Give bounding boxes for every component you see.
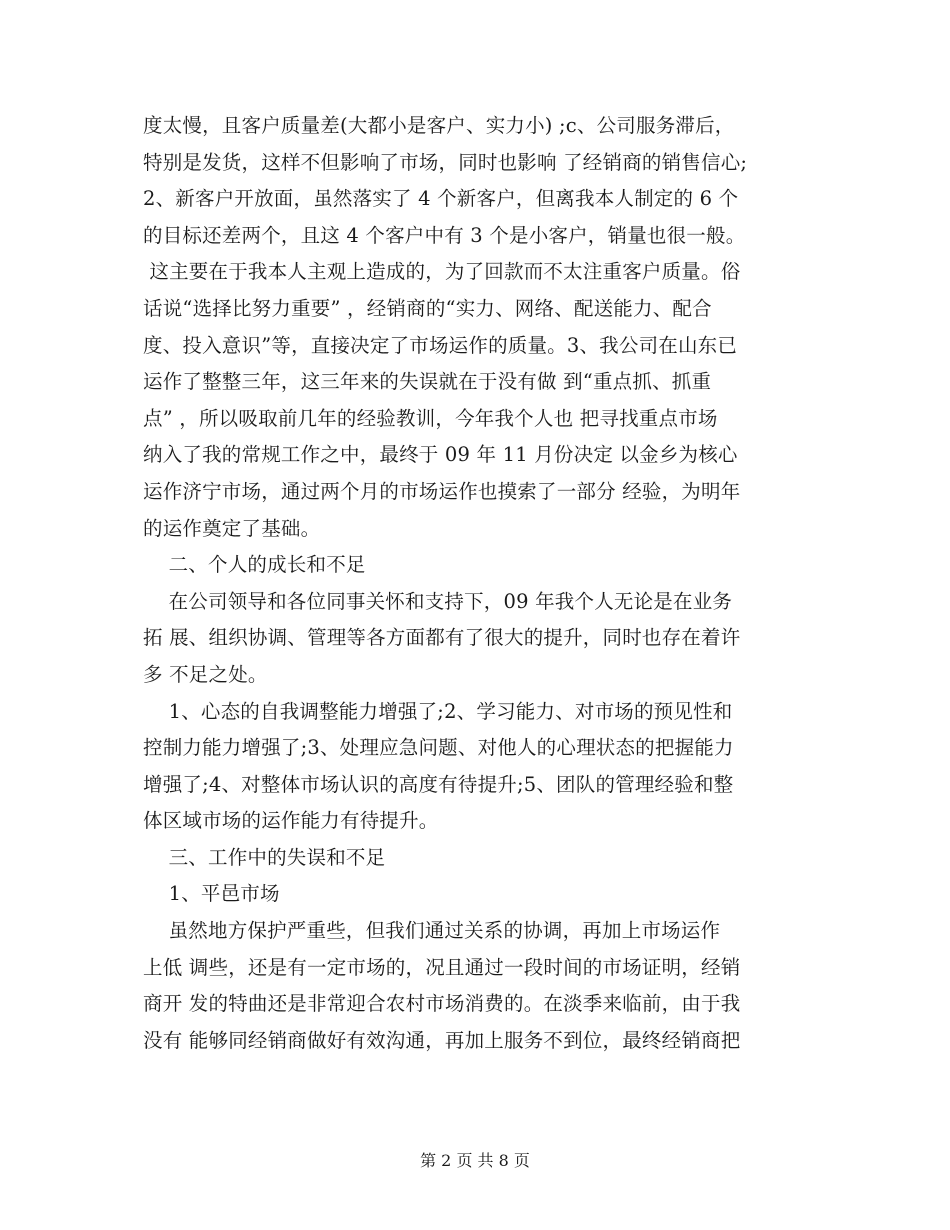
text-line: 运作了整整三年，这三年来的失误就在于没有做 到“重点抓、抓重 — [143, 370, 712, 394]
text-line: 的目标还差两个，且这 4 个客户中有 3 个是小客户，销量也很一般。 — [143, 223, 746, 247]
text-line: 的运作奠定了基础。 — [143, 516, 321, 540]
section-heading: 三、工作中的失误和不足 — [143, 845, 386, 869]
section-heading: 二、个人的成长和不足 — [143, 553, 366, 577]
text-line: 上低 调些，还是有一定市场的，况且通过一段时间的市场证明，经销 — [143, 955, 741, 979]
subsection-heading: 1、平邑市场 — [143, 882, 280, 906]
text-line: 话说“选择比努力重要” ，经销商的“实力、网络、配送能力、配合 — [143, 296, 712, 320]
text-line: 特别是发货，这样不但影响了市场，同时也影响 了经销商的销售信心; — [143, 150, 748, 174]
body-text — [143, 108, 813, 1059]
text-line: 商开 发的特曲还是非常迎合农村市场消费的。在淡季来临前，由于我 — [143, 992, 741, 1016]
page-number-footer: 第 2 页 共 8 页 — [420, 1151, 530, 1170]
text-line: 纳入了我的常规工作之中，最终于 09 年 11 月份决定 以金乡为核心 — [143, 443, 738, 467]
text-line: 虽然地方保护严重些，但我们通过关系的协调，再加上市场运作 — [143, 919, 721, 943]
text-line: 点” ，所以吸取前几年的经验教训，今年我个人也 把寻找重点市场 — [143, 406, 718, 430]
text-line: 多 不足之处。 — [143, 662, 268, 686]
text-line: 度、投入意识”等，直接决定了市场运作的质量。3、我公司在山东已 — [143, 333, 738, 357]
text-line: 体区域市场的运作能力有待提升。 — [143, 809, 439, 833]
text-line: 度太慢，且客户质量差(大都小是客户、实力小) ;c、公司服务滞后， — [143, 114, 735, 137]
text-line: 2、新客户开放面，虽然落实了 4 个新客户，但离我本人制定的 6 个 — [143, 187, 739, 211]
text-line: 在公司领导和各位同事关怀和支持下，09 年我个人无论是在业务 — [143, 589, 733, 613]
text-line: 控制力能力增强了;3、处理应急问题、对他人的心理状态的把握能力 — [143, 736, 734, 760]
text-line: 拓 展、组织协调、管理等各方面都有了很大的提升，同时也存在着许 — [143, 626, 741, 650]
text-line: 没有 能够同经销商做好有效沟通，再加上服务不到位，最终经销商把 — [143, 1028, 741, 1052]
text-line: 运作济宁市场，通过两个月的市场运作也摸索了一部分 经验，为明年 — [143, 479, 741, 503]
text-line: 这主要在于我本人主观上造成的，为了回款而不太注重客户质量。俗 — [143, 260, 741, 284]
text-line: 增强了;4、对整体市场认识的高度有待提升;5、团队的管理经验和整 — [143, 772, 734, 796]
text-line: 1、心态的自我调整能力增强了;2、学习能力、对市场的预见性和 — [143, 699, 733, 723]
